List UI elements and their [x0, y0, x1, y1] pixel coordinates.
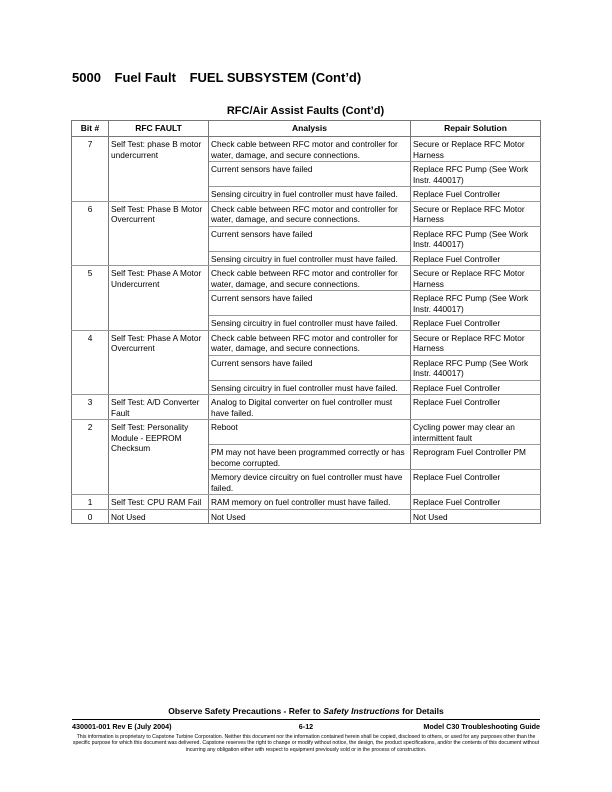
- bit-number-cell: 4: [72, 330, 109, 395]
- section-subtitle: FUEL SUBSYSTEM (Cont’d): [189, 70, 362, 85]
- rfc-fault-cell: Self Test: Phase A Motor Overcurrent: [109, 330, 209, 395]
- table-row: [72, 495, 541, 510]
- safety-note-prefix: Observe Safety Precautions - Refer to: [168, 706, 324, 716]
- analysis-cell: Current sensors have failed: [209, 162, 411, 187]
- analysis-cell: RAM memory on fuel controller must have failed.: [209, 495, 411, 510]
- bit-number-cell: 3: [72, 395, 109, 420]
- repair-solution-cell: Replace RFC Pump (See Work Instr. 440017): [411, 162, 541, 187]
- repair-solution-cell: Replace Fuel Controller: [411, 380, 541, 395]
- analysis-cell: Check cable between RFC motor and controller for water, damage, and secure connections.: [209, 137, 411, 162]
- column-header-rfc-fault: RFC FAULT: [109, 121, 209, 137]
- rfc-fault-cell: Self Test: Phase A Motor Undercurrent: [109, 266, 209, 331]
- rfc-fault-cell: Self Test: Phase B Motor Overcurrent: [109, 201, 209, 266]
- table-row: [72, 266, 541, 291]
- safety-note-emphasis: Safety Instructions: [323, 706, 400, 716]
- document-number: 430001-001 Rev E (July 2004): [72, 722, 172, 731]
- bit-number-cell: 7: [72, 137, 109, 202]
- analysis-cell: Sensing circuitry in fuel controller must have failed.: [209, 251, 411, 266]
- table-row: [72, 330, 541, 355]
- rfc-fault-cell: Not Used: [109, 509, 209, 524]
- table-row: [72, 395, 541, 420]
- repair-solution-cell: Replace Fuel Controller: [411, 470, 541, 495]
- page-heading: [72, 70, 361, 85]
- table-row: [72, 420, 541, 445]
- column-header-repair-solution: Repair Solution: [411, 121, 541, 137]
- repair-solution-cell: Replace RFC Pump (See Work Instr. 440017): [411, 355, 541, 380]
- bit-number-cell: 1: [72, 495, 109, 510]
- analysis-cell: Memory device circuitry on fuel controller must have failed.: [209, 470, 411, 495]
- column-header-bit: Bit #: [72, 121, 109, 137]
- repair-solution-cell: Secure or Replace RFC Motor Harness: [411, 201, 541, 226]
- rfc-fault-cell: Self Test: A/D Converter Fault: [109, 395, 209, 420]
- analysis-cell: PM may not have been programmed correctly or has become corrupted.: [209, 445, 411, 470]
- repair-solution-cell: Not Used: [411, 509, 541, 524]
- repair-solution-cell: Replace Fuel Controller: [411, 395, 541, 420]
- repair-solution-cell: Replace RFC Pump (See Work Instr. 440017): [411, 291, 541, 316]
- analysis-cell: Analog to Digital converter on fuel controller must have failed.: [209, 395, 411, 420]
- page-number: 6-12: [298, 722, 314, 731]
- table-header-row: [72, 121, 541, 137]
- repair-solution-cell: Reprogram Fuel Controller PM: [411, 445, 541, 470]
- analysis-cell: Sensing circuitry in fuel controller must have failed.: [209, 187, 411, 202]
- repair-solution-cell: Replace Fuel Controller: [411, 495, 541, 510]
- repair-solution-cell: Cycling power may clear an intermittent fault: [411, 420, 541, 445]
- section-number: 5000: [72, 70, 101, 85]
- repair-solution-cell: Replace RFC Pump (See Work Instr. 440017): [411, 226, 541, 251]
- table-title: RFC/Air Assist Faults (Cont’d): [226, 105, 385, 117]
- safety-note: [72, 706, 540, 716]
- column-header-analysis: Analysis: [209, 121, 411, 137]
- table-row: [72, 201, 541, 226]
- repair-solution-cell: Replace Fuel Controller: [411, 316, 541, 331]
- rfc-fault-cell: Self Test: CPU RAM Fail: [109, 495, 209, 510]
- bit-number-cell: 2: [72, 420, 109, 495]
- rfc-fault-cell: Self Test: phase B motor undercurrent: [109, 137, 209, 202]
- table-body: [72, 137, 541, 524]
- proprietary-disclaimer: This information is proprietary to Capstone Turbine Corporation. Neither this document nor the information contained herein shall be copied, disclosed to others, or used for any purposes other than the specific purpose for which this document was delivered. Capstone reserves the right to change or modify without notice, the design, the product specifications, and/or the contents of this document without incurring any obligation either with respect to equipment previously sold or in the process of construction.: [72, 734, 540, 753]
- analysis-cell: Current sensors have failed: [209, 291, 411, 316]
- analysis-cell: Check cable between RFC motor and controller for water, damage, and secure connections.: [209, 266, 411, 291]
- bit-number-cell: 6: [72, 201, 109, 266]
- analysis-cell: Check cable between RFC motor and controller for water, damage, and secure connections.: [209, 201, 411, 226]
- repair-solution-cell: Replace Fuel Controller: [411, 187, 541, 202]
- section-label: Fuel Fault: [114, 70, 176, 85]
- analysis-cell: Reboot: [209, 420, 411, 445]
- analysis-cell: Current sensors have failed: [209, 226, 411, 251]
- rfc-fault-cell: Self Test: Personality Module - EEPROM Checksum: [109, 420, 209, 495]
- table-row: [72, 137, 541, 162]
- bit-number-cell: 0: [72, 509, 109, 524]
- repair-solution-cell: Secure or Replace RFC Motor Harness: [411, 330, 541, 355]
- analysis-cell: Sensing circuitry in fuel controller must have failed.: [209, 316, 411, 331]
- analysis-cell: Current sensors have failed: [209, 355, 411, 380]
- analysis-cell: Sensing circuitry in fuel controller must have failed.: [209, 380, 411, 395]
- repair-solution-cell: Secure or Replace RFC Motor Harness: [411, 137, 541, 162]
- analysis-cell: Check cable between RFC motor and controller for water, damage, and secure connections.: [209, 330, 411, 355]
- bit-number-cell: 5: [72, 266, 109, 331]
- safety-note-suffix: for Details: [399, 706, 444, 716]
- repair-solution-cell: Replace Fuel Controller: [411, 251, 541, 266]
- rfc-faults-table: [71, 120, 541, 524]
- guide-title: Model C30 Troubleshooting Guide: [423, 722, 540, 731]
- analysis-cell: Not Used: [209, 509, 411, 524]
- repair-solution-cell: Secure or Replace RFC Motor Harness: [411, 266, 541, 291]
- table-row: [72, 509, 541, 524]
- footer-divider: [72, 719, 540, 720]
